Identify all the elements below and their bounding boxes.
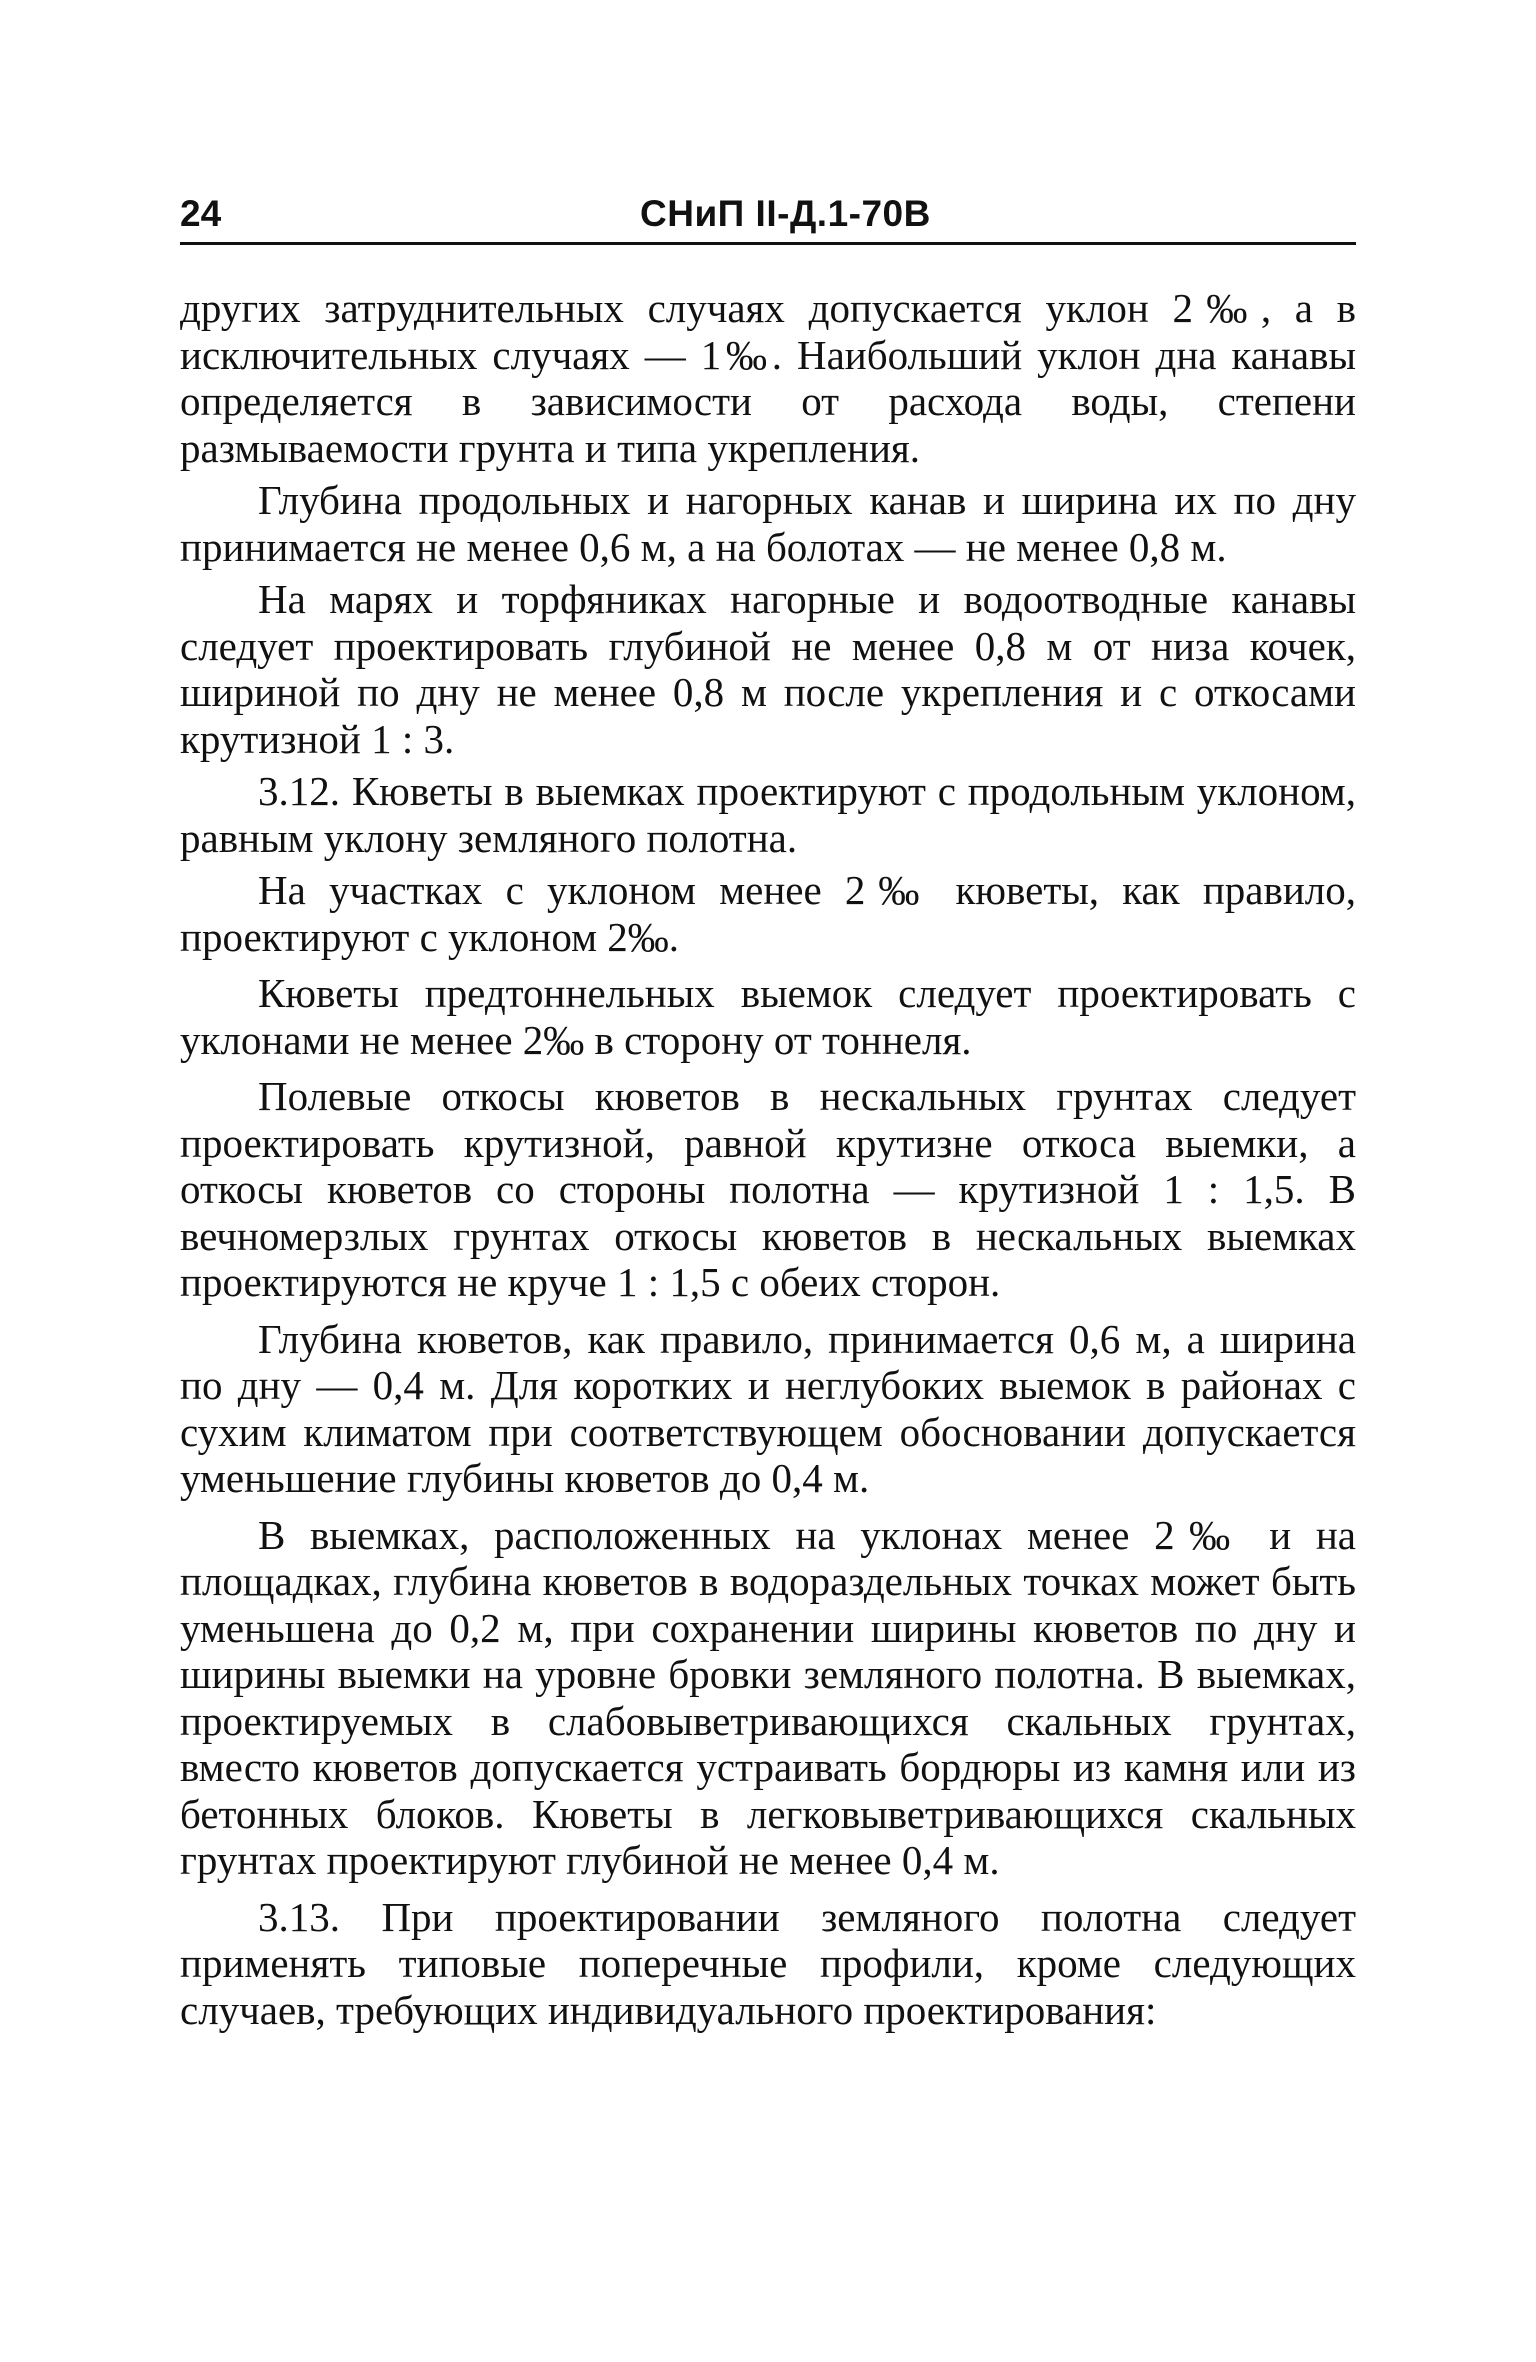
section-3-12-paragraph: 3.12. Кюветы в выемках проектируют с продольным уклоном, равным уклону земляного полотна. [180, 768, 1356, 861]
document-page [180, 186, 1356, 2039]
body-text [180, 285, 1356, 2033]
paragraph: Полевые откосы кюветов в нескальных грунтах следует проектировать крутизной, равной крутизне откоса выемки, а откосы кюветов со стороны полотна — крутизной 1 : 1,5. В вечномерзлых грунтах откосы кюветов в нескальных выемках проектируются не круче 1 : 1,5 с обеих сторон. [180, 1073, 1356, 1305]
paragraph: других затруднительных случаях допускается уклон 2‰, а в исключительных случаях — 1‰. Наибольший уклон дна канавы определяется в зависимости от расхода воды, степени размываемости грунта и типа укрепления. [180, 285, 1356, 471]
paragraph: Глубина кюветов, как правило, принимается 0,6 м, а ширина по дну — 0,4 м. Для коротких и неглубоких выемок в районах с сухим климатом при соответствующем обосновании допускается уменьшение глубины кюветов до 0,4 м. [180, 1315, 1356, 1501]
paragraph: На участках с уклоном менее 2‰ кюветы, как правило, проектируют с уклоном 2‰. [180, 867, 1356, 960]
paragraph: На марях и торфяниках нагорные и водоотводные канавы следует проектировать глубиной не менее 0,8 м от низа кочек, шириной по дну не менее 0,8 м после укрепления и с откосами крутизной 1 : 3. [180, 576, 1356, 762]
page-number: 24 [180, 193, 222, 234]
running-title: СНиП II-Д.1-70В [640, 193, 931, 234]
paragraph: В выемках, расположенных на уклонах менее 2‰ и на площадках, глубина кюветов в водораздельных точках может быть уменьшена до 0,2 м, при сохранении ширины кюветов по дну и ширины выемки на уровне бровки земляного полотна. В выемках, проектируемых в слабовыветривающихся скальных грунтах, вместо кюветов допускается устраивать бордюры из камня или из бетонных блоков. Кюветы в легковыветривающихся скальных грунтах проектируют глубиной не менее 0,4 м. [180, 1511, 1356, 1883]
paragraph: Кюветы предтоннельных выемок следует проектировать с уклонами не менее 2‰ в сторону от тоннеля. [180, 970, 1356, 1063]
section-3-13-paragraph: 3.13. При проектировании земляного полотна следует применять типовые поперечные профили, кроме следующих случаев, требующих индивидуального проектирования: [180, 1893, 1356, 2033]
paragraph: Глубина продольных и нагорных канав и ширина их по дну принимается не менее 0,6 м, а на болотах — не менее 0,8 м. [180, 477, 1356, 570]
page-header [180, 186, 1356, 245]
